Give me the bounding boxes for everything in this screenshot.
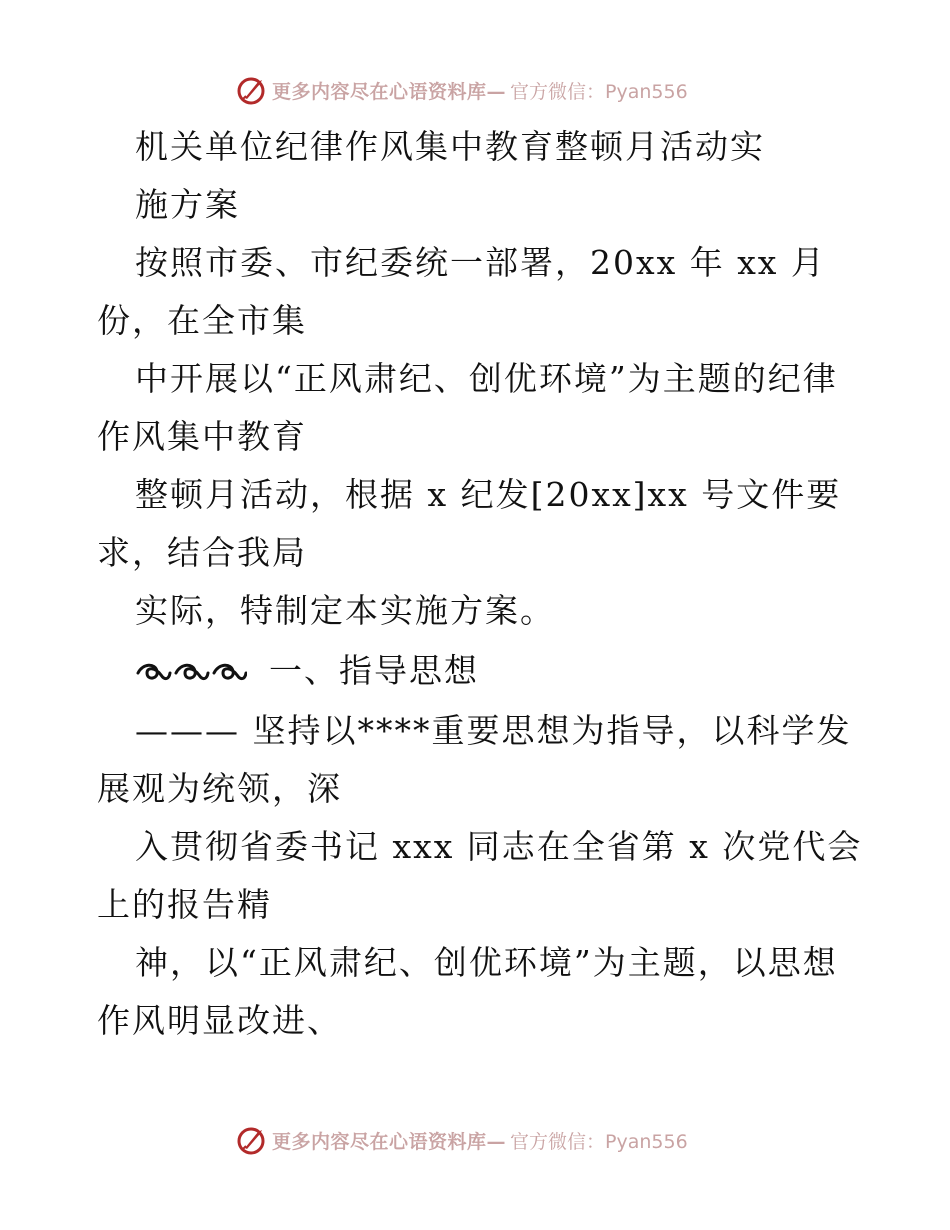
doc-paragraph-line: 作风明显改进、 [97, 1001, 342, 1040]
doc-paragraph-line: 整顿月活动，根据 x 纪发[20xx]xx 号文件要 [135, 475, 842, 514]
footer-contact-text: 官方微信：Pyan556 [510, 1130, 688, 1153]
section-heading-guiding-ideology [135, 651, 479, 691]
header-site-text: 更多内容尽在心语资料库— [272, 80, 507, 103]
swirl-ornament-icon [135, 661, 247, 685]
doc-paragraph-line: 中开展以“正风肃纪、创优环境”为主题的纪律 [135, 359, 838, 398]
doc-paragraph-line: 神，以“正风肃纪、创优环境”为主题，以思想 [135, 943, 838, 982]
doc-paragraph-line: 份，在全市集 [97, 301, 307, 340]
doc-title-line-1: 机关单位纪律作风集中教育整顿月活动实 [135, 127, 765, 166]
doc-paragraph-line: ——— 坚持以****重要思想为指导，以科学发 [135, 711, 852, 750]
doc-paragraph-line: 求，结合我局 [97, 533, 307, 572]
header-contact-text: 官方微信：Pyan556 [510, 80, 688, 103]
section-heading-text: 一、指导思想 [269, 651, 479, 690]
doc-paragraph-line: 上的报告精 [97, 885, 272, 924]
footer-banner [0, 1120, 950, 1160]
doc-paragraph-line: 入贯彻省委书记 xxx 同志在全省第 x 次党代会 [135, 827, 863, 866]
quill-pen-logo-icon [236, 74, 268, 106]
doc-paragraph-line: 按照市委、市纪委统一部署，20xx 年 xx 月 [135, 243, 826, 282]
doc-paragraph-line: 作风集中教育 [97, 417, 307, 456]
footer-site-text: 更多内容尽在心语资料库— [272, 1130, 507, 1153]
doc-paragraph-line: 实际，特制定本实施方案。 [135, 591, 555, 630]
quill-pen-logo-icon [236, 1124, 268, 1156]
doc-title-line-2: 施方案 [135, 185, 240, 224]
doc-paragraph-line: 展观为统领，深 [97, 769, 342, 808]
header-banner [0, 70, 950, 110]
